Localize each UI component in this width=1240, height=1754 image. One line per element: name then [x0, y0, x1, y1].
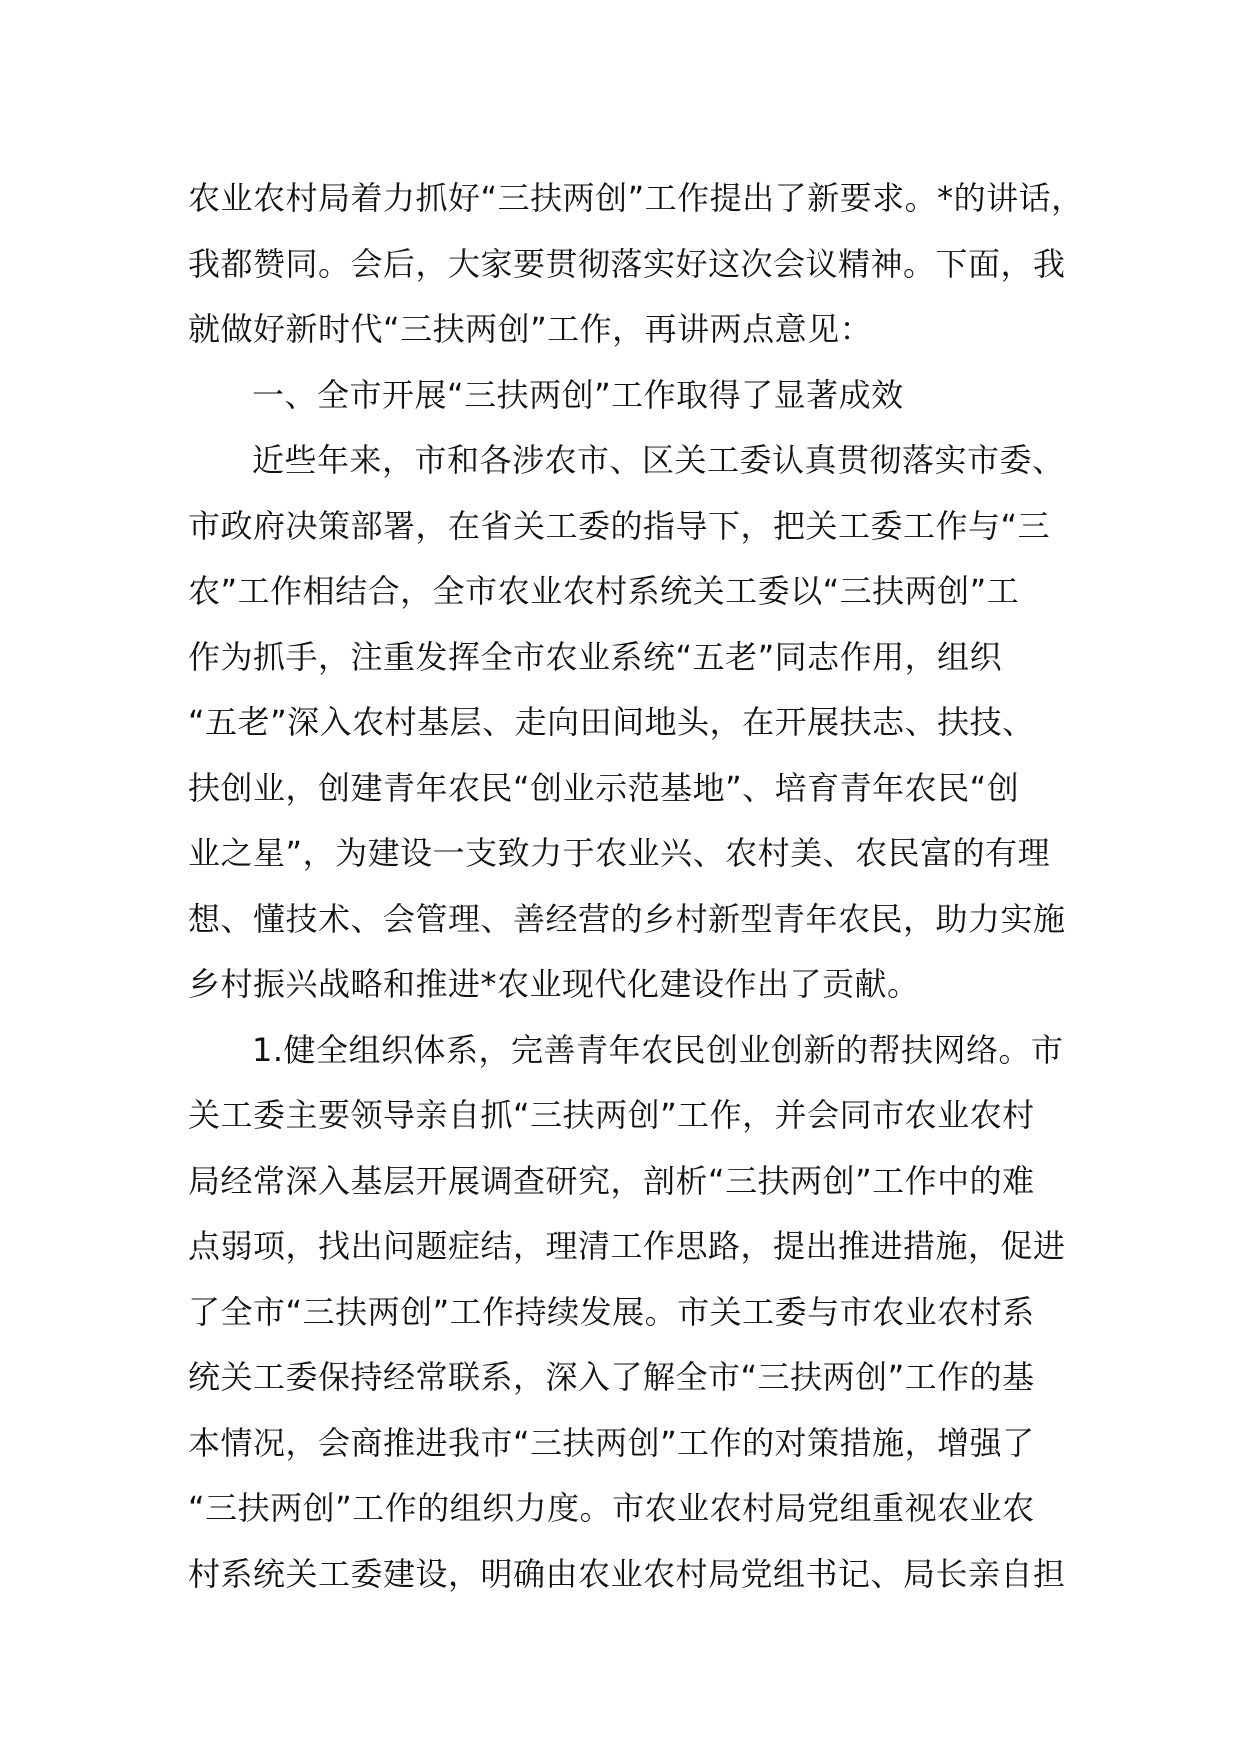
text-line: 扶创业，创建青年农民“创业示范基地”、培育青年农民“创 — [188, 768, 1020, 807]
document-body — [188, 166, 1084, 1607]
text-line: 乡村振兴战略和推进*农业现代化建设作出了贡献。 — [188, 965, 920, 1003]
text-line: 了全市“三扶两创”工作持续发展。市关工委与市农业农村系 — [188, 1292, 1035, 1331]
text-line: 农业农村局着力抓好“三扶两创”工作提出了新要求。*的讲话， — [188, 179, 1084, 217]
text-line: 关工委主要领导亲自抓“三扶两创”工作，并会同市农业农村 — [188, 1096, 1035, 1134]
subsection-line: 1.健全组织体系，完善青年农民创业创新的帮扶网络。市 — [252, 1030, 1064, 1069]
text-line: 近些年来，市和各涉农市、区关工委认真贯彻落实市委、 — [252, 441, 1065, 479]
text-line: 想、懂技术、会管理、善经营的乡村新型青年农民，助力实施 — [188, 899, 1066, 938]
text-line: “五老”深入农村基层、走向田间地头，在开展扶志、扶技、 — [188, 703, 1035, 741]
text-line: “三扶两创”工作的组织力度。市农业农村局党组重视农业农 — [188, 1489, 1035, 1527]
text-line: 市政府决策部署，在省关工委的指导下，把关工委工作与“三 — [188, 506, 1051, 545]
text-line: 点弱项，找出问题症结，理清工作思路，提出推进措施，促进 — [188, 1227, 1066, 1265]
text-line: 统关工委保持经常联系，深入了解全市“三扶两创”工作的基 — [188, 1358, 1035, 1396]
text-line: 局经常深入基层开展调查研究，剖析“三扶两创”工作中的难 — [188, 1161, 1035, 1200]
text-line: 作为抓手，注重发挥全市农业系统“五老”同志作用，组织 — [188, 637, 1003, 676]
section-heading: 一、全市开展“三扶两创”工作取得了显著成效 — [252, 375, 904, 414]
text-line: 村系统关工委建设，明确由农业农村局党组书记、局长亲自担 — [188, 1554, 1066, 1593]
text-line: 农”工作相结合，全市农业农村系统关工委以“三扶两创”工 — [188, 572, 1020, 610]
text-line: 我都赞同。会后，大家要贯彻落实好这次会议精神。下面，我 — [188, 244, 1066, 283]
text-line: 业之星”，为建设一支致力于农业兴、农村美、农民富的有理 — [188, 834, 1051, 872]
text-line: 本情况，会商推进我市“三扶两创”工作的对策措施，增强了 — [188, 1423, 1035, 1462]
text-line: 就做好新时代“三扶两创”工作，再讲两点意见： — [188, 310, 873, 348]
